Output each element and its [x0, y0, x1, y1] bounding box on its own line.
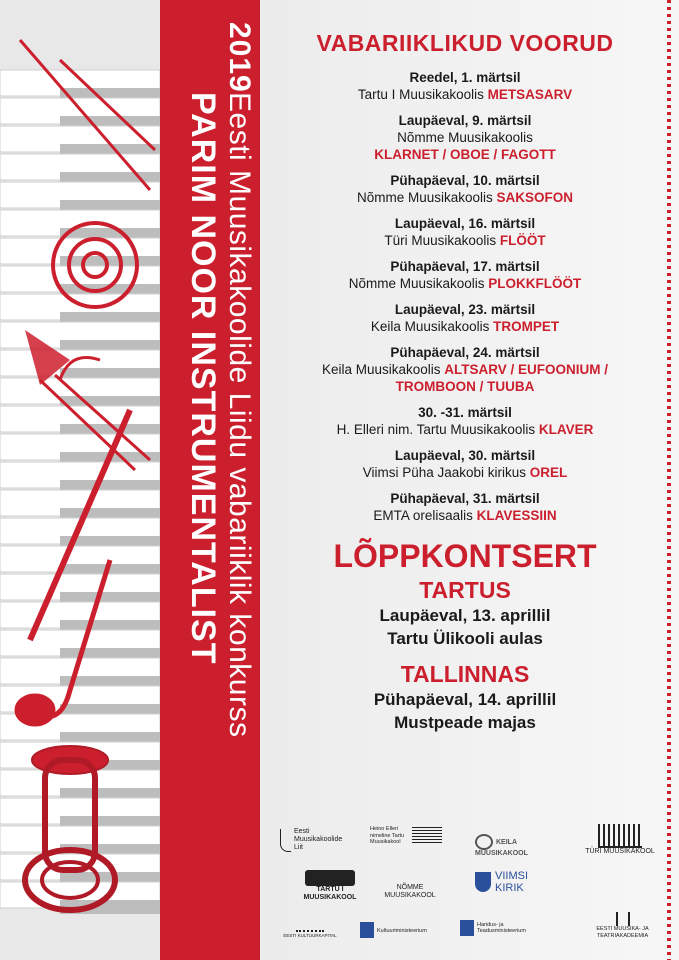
round-event	[260, 490, 670, 524]
logo-kultuur-label: Kultuuriministeerium	[377, 927, 427, 934]
round-line	[260, 146, 670, 163]
logo-elleri	[370, 826, 450, 846]
final-tallinn-date: Pühapäeval, 14. aprillil	[373, 690, 557, 709]
round-instrument: TROMPET	[493, 319, 560, 334]
round-instrument: SAKSOFON	[496, 190, 574, 205]
logo-haridus-label: Haridus- ja Teadusministeerium	[477, 921, 526, 934]
logo-keila-label: KEILA MUUSIKAKOOL	[475, 838, 528, 857]
logo-eml-label: Eesti Muusikakoolide Liit	[294, 828, 343, 851]
schedule	[260, 30, 670, 734]
round-date: 30. -31. märtsil	[418, 405, 512, 420]
final-concert-heading: LÕPPKONTSERT	[333, 538, 597, 574]
round-line	[260, 464, 670, 481]
round-venue: H. Elleri nim. Tartu Muusikakoolis	[336, 422, 536, 437]
round-venue: EMTA orelisaalis	[373, 508, 473, 523]
round-line	[260, 378, 670, 395]
kulka-icon	[296, 920, 324, 932]
round-event	[260, 344, 670, 395]
competition-subtitle: Eesti Muusikakoolide Liidu vabariiklik konkurss	[223, 92, 256, 738]
round-date: Laupäeval, 30. märtsil	[394, 448, 536, 463]
round-line	[260, 421, 670, 438]
round-event	[260, 69, 670, 103]
round-venue: Tartu I Muusikakoolis	[357, 87, 484, 102]
logo-kulka	[280, 920, 340, 940]
rounds-heading: VABARIIKLIKUD VOORUD	[316, 30, 614, 56]
round-venue: Nõmme Muusikakoolis	[356, 190, 493, 205]
round-venue: Nõmme Muusikakoolis	[397, 130, 533, 145]
keyboard-icon	[412, 827, 442, 845]
round-line	[260, 361, 670, 378]
viimsi-crest-icon	[475, 872, 491, 892]
logo-eml	[280, 828, 350, 852]
round-line	[260, 232, 670, 249]
round-instrument: PLOKKFLÖÖT	[488, 276, 582, 291]
logo-tartu1-label: TARTU I MUUSIKAKOOL	[303, 886, 357, 901]
round-date: Reedel, 1. märtsil	[409, 70, 521, 85]
rounds-list	[260, 69, 670, 524]
round-instrument: ALTSARV / EUFOONIUM /	[444, 362, 609, 377]
round-line	[260, 507, 670, 524]
round-venue: Türi Muusikakoolis	[384, 233, 497, 248]
final-tartu-venue: Tartu Ülikooli aulas	[387, 629, 543, 648]
round-date: Pühapäeval, 31. märtsil	[390, 491, 540, 506]
round-date: Pühapäeval, 10. märtsil	[390, 173, 540, 188]
competition-title: PARIM NOOR INSTRUMENTALIST	[184, 92, 222, 665]
final-tallinn-city: TALLINNAS	[400, 661, 530, 687]
instrument-illustration	[0, 0, 160, 960]
round-event	[260, 404, 670, 438]
round-date: Laupäeval, 16. märtsil	[394, 216, 536, 231]
round-line	[260, 275, 670, 292]
logo-turi	[580, 824, 660, 856]
coat-of-arms-icon-2	[460, 920, 474, 936]
round-instrument: KLAVESSIIN	[476, 508, 557, 523]
logo-elleri-label: Heino Elleri nimeline Tartu Muusikakool	[370, 826, 405, 845]
round-line	[260, 189, 670, 206]
note-icon	[280, 829, 291, 852]
round-event	[260, 172, 670, 206]
tuning-fork-icon	[616, 912, 630, 926]
round-venue: Viimsi Püha Jaakobi kirikus	[362, 465, 527, 480]
round-date: Laupäeval, 9. märtsil	[398, 113, 532, 128]
round-venue: Keila Muusikakoolis	[370, 319, 490, 334]
round-instrument: KLAVER	[538, 422, 594, 437]
logo-nomme	[380, 884, 440, 900]
sponsor-logos	[280, 820, 670, 960]
round-line	[260, 318, 670, 335]
round-venue: Keila Muusikakoolis	[321, 362, 441, 377]
round-instrument: TROMBOON / TUUBA	[395, 379, 535, 394]
logo-turi-label: TÜRI MUUSIKAKOOL	[585, 848, 655, 855]
piano-icon	[598, 824, 642, 848]
logo-viimsi	[475, 870, 565, 894]
final-tallinn-venue: Mustpeade majas	[394, 713, 536, 732]
logo-keila	[475, 834, 545, 858]
swirl-icon	[475, 834, 493, 850]
logo-tartu1	[300, 870, 360, 902]
round-date: Laupäeval, 23. märtsil	[394, 302, 536, 317]
final-tartu-city: TARTUS	[419, 577, 511, 603]
round-instrument: METSASARV	[487, 87, 573, 102]
logo-viimsi-label-2: KIRIK	[495, 882, 524, 894]
round-event	[260, 215, 670, 249]
round-instrument: FLÖÖT	[499, 233, 546, 248]
round-event	[260, 112, 670, 163]
logo-kulka-label: EESTI KULTUURKAPITAL	[283, 933, 337, 938]
logo-kultuur	[360, 922, 450, 938]
logo-nomme-label: NÕMME MUUSIKAKOOL	[384, 884, 436, 899]
coat-of-arms-icon	[360, 922, 374, 938]
logo-emta-label: EESTI MUUSIKA- JA TEATRIAKADEEMIA	[596, 926, 649, 939]
round-date: Pühapäeval, 17. märtsil	[390, 259, 540, 274]
piano-and-instruments-illustration	[0, 0, 160, 960]
logo-viimsi-label-1: VIIMSI	[495, 870, 529, 882]
round-date: Pühapäeval, 24. märtsil	[390, 345, 540, 360]
round-event	[260, 258, 670, 292]
logo-emta	[580, 912, 665, 939]
round-instrument: OREL	[529, 465, 568, 480]
round-venue: Nõmme Muusikakoolis	[348, 276, 485, 291]
round-event	[260, 447, 670, 481]
round-instrument: KLARNET / OBOE / FAGOTT	[374, 147, 556, 162]
round-event	[260, 301, 670, 335]
logo-haridus	[460, 920, 560, 936]
round-line	[260, 86, 670, 103]
tartu1-emblem-icon	[305, 870, 355, 886]
round-line	[260, 129, 670, 146]
final-tartu-date: Laupäeval, 13. aprillil	[379, 606, 551, 625]
year-label: 2019	[223, 22, 256, 93]
